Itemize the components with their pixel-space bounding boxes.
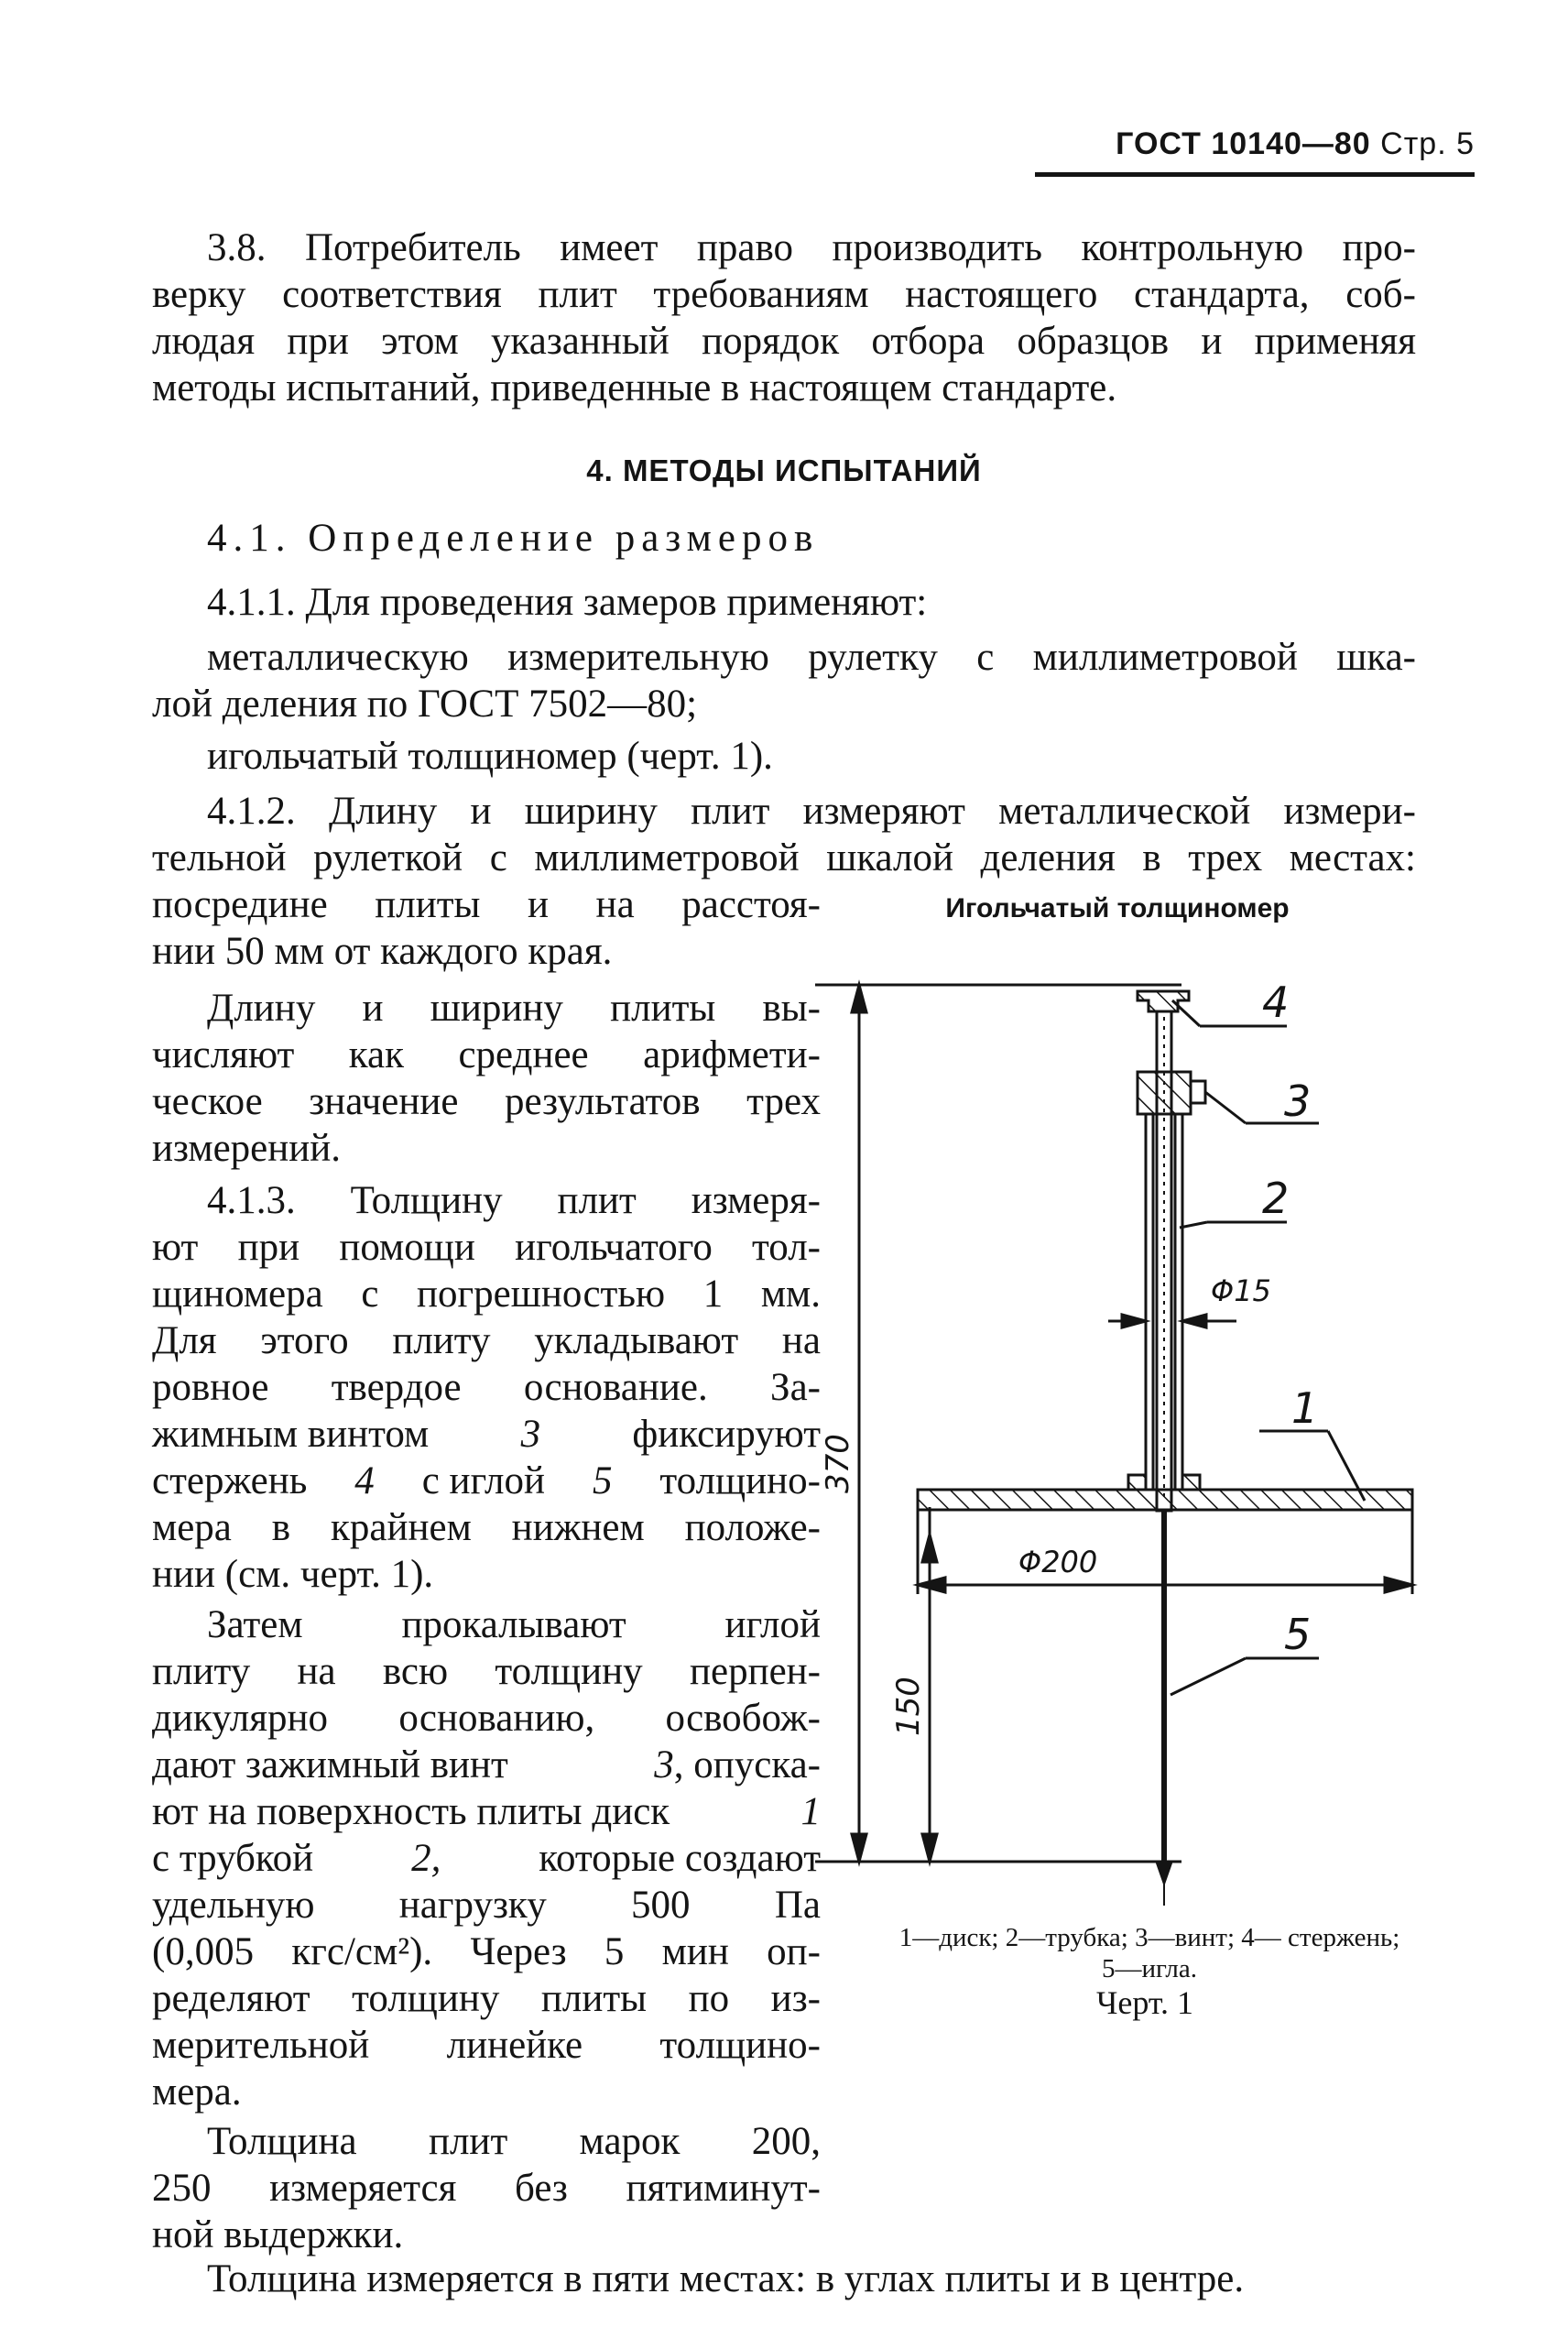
para-grades-line-1: Толщина плит марок 200, [207, 2120, 821, 2163]
text-run: которые создают [539, 1837, 821, 1880]
para-4-1-3-line-8: мера в крайнем нижнем положе- [152, 1506, 821, 1549]
label-5: 5 [1284, 1610, 1312, 1659]
label-3: 3 [1284, 1076, 1312, 1126]
label-1: 1 [1291, 1383, 1319, 1433]
figure-caption [820, 1922, 1479, 1984]
ref-rod: 4 [354, 1459, 375, 1502]
para-pierce-line-8: (0,005 кгс/см²). Через 5 мин оп- [152, 1930, 821, 1973]
standard-number: ГОСТ 10140—80 [1116, 126, 1371, 161]
text-run: ют на поверхность плиты диск [152, 1790, 670, 1833]
text-run: , опуска- [673, 1743, 821, 1786]
para-4-1-3-line-6 [152, 1411, 821, 1458]
para-4-1-3-line-9: нии (см. черт. 1). [152, 1553, 434, 1596]
para-4-1-3-line-5: ровное твердое основание. За- [152, 1366, 821, 1409]
label-4: 4 [1262, 978, 1290, 1027]
page-number: Стр. 5 [1380, 126, 1475, 161]
para-pierce-line-10: мерительной линейке толщино- [152, 2024, 821, 2067]
figure-title: Игольчатый толщиномер [945, 893, 1290, 923]
dim-total-length: 370 [820, 1434, 856, 1493]
para-4-1-1: 4.1.1. Для проведения замеров применяют: [207, 581, 928, 624]
header-rule [1035, 172, 1475, 177]
para-3-8-line-3: людая при этом указанный порядок отбора образцов и применяя [152, 320, 1416, 363]
para-4-1-3-line-7 [152, 1458, 821, 1504]
para-3-8-line-4: методы испытаний, приведенные в настоящем стандарте. [152, 366, 1117, 410]
para-grades-line-3: ной выдержки. [152, 2213, 404, 2256]
text-run: фиксируют [632, 1413, 821, 1456]
needle-thickness-gauge-drawing [806, 953, 1447, 1924]
para-length-line-3: ческое значение результатов трех [152, 1080, 821, 1123]
para-4-1-2-line-3: посредине плиты и на расстоя- [152, 883, 821, 926]
subsection-4-1: 4.1. Определение размеров [207, 517, 820, 560]
text-run [654, 1742, 821, 1788]
text-run: дают зажимный винт [152, 1743, 508, 1786]
para-pierce-line-1: Затем прокалывают иглой [207, 1603, 821, 1646]
para-length-line-1: Длину и ширину плиты вы- [207, 987, 821, 1030]
para-pierce-line-3: дикулярно основанию, освобож- [152, 1697, 821, 1740]
text-run: жимным винтом [152, 1413, 430, 1456]
para-pierce-line-4 [152, 1742, 821, 1788]
ref-screw: 3 [654, 1743, 674, 1786]
ref-tube: 2, [411, 1837, 441, 1880]
text-run: толщино- [659, 1459, 821, 1502]
para-4-1-2-line-2: тельной рулеткой с миллиметровой шкалой деления в трех местах: [152, 836, 1416, 879]
para-3-8-line-2: верку соответствия плит требованиям настоящего стандарта, соб- [152, 273, 1416, 316]
para-pierce-line-7: удельную нагрузку 500 Па [152, 1884, 821, 1927]
para-length-line-2: числяют как среднее арифмети- [152, 1033, 821, 1076]
text-run: стержень [152, 1459, 308, 1502]
para-pierce-line-9: ределяют толщину плиты по из- [152, 1977, 821, 2020]
para-length-line-4: измерений. [152, 1127, 342, 1170]
para-4-1-3-line-4: Для этого плиту укладывают на [152, 1319, 821, 1362]
para-pierce-line-11: мера. [152, 2070, 242, 2114]
para-pierce-line-6 [152, 1835, 821, 1882]
dim-tube-diameter: Φ15 [1211, 1273, 1271, 1308]
para-pierce-line-2: плиту на всю толщину перпен- [152, 1650, 821, 1693]
figure-number: Черт. 1 [1096, 1984, 1193, 2021]
text-run: с трубкой [152, 1837, 314, 1880]
para-4-1-2-line-1: 4.1.2. Длину и ширину плит измеряют металлической измери- [207, 790, 1416, 833]
ref-needle: 5 [592, 1459, 613, 1502]
tool-1-line-1: металлическую измерительную рулетку с миллиметровой шка- [207, 636, 1416, 679]
para-pierce-line-5 [152, 1788, 821, 1835]
label-2: 2 [1262, 1174, 1290, 1223]
screw [1191, 1081, 1205, 1103]
screw-housing [1138, 1072, 1191, 1114]
section-heading: 4. МЕТОДЫ ИСПЫТАНИЙ [586, 453, 982, 487]
para-4-1-2-line-4: нии 50 мм от каждого края. [152, 930, 613, 973]
caption-line-1: 1—диск; 2—трубка; 3—винт; 4— стержень; [898, 1923, 1400, 1952]
tool-2: игольчатый толщиномер (черт. 1). [207, 735, 773, 778]
para-4-1-3-line-3: щиномера с погрешностью 1 мм. [152, 1273, 821, 1316]
disk [918, 1490, 1412, 1510]
page-header [1072, 126, 1475, 162]
dim-disk-diameter: Φ200 [1018, 1545, 1098, 1579]
para-3-8-line-1: 3.8. Потребитель имеет право производить контрольную про- [207, 226, 1416, 269]
para-4-1-3-line-1: 4.1.3. Толщину плит измеря- [207, 1179, 821, 1222]
para-grades-line-2: 250 измеряется без пятиминут- [152, 2167, 821, 2210]
caption-line-2: 5—игла. [1101, 1954, 1198, 1983]
ref-disk: 1 [800, 1790, 821, 1833]
text-run: с иглой [421, 1459, 545, 1502]
para-final: Толщина измеряется в пяти местах: в углах плиты и в центре. [207, 2257, 1245, 2300]
tool-1-line-2: лой деления по ГОСТ 7502—80; [152, 683, 698, 726]
dim-lower-length: 150 [890, 1677, 927, 1736]
para-4-1-3-line-2: ют при помощи игольчатого тол- [152, 1226, 821, 1269]
ref-screw: 3 [520, 1413, 541, 1456]
